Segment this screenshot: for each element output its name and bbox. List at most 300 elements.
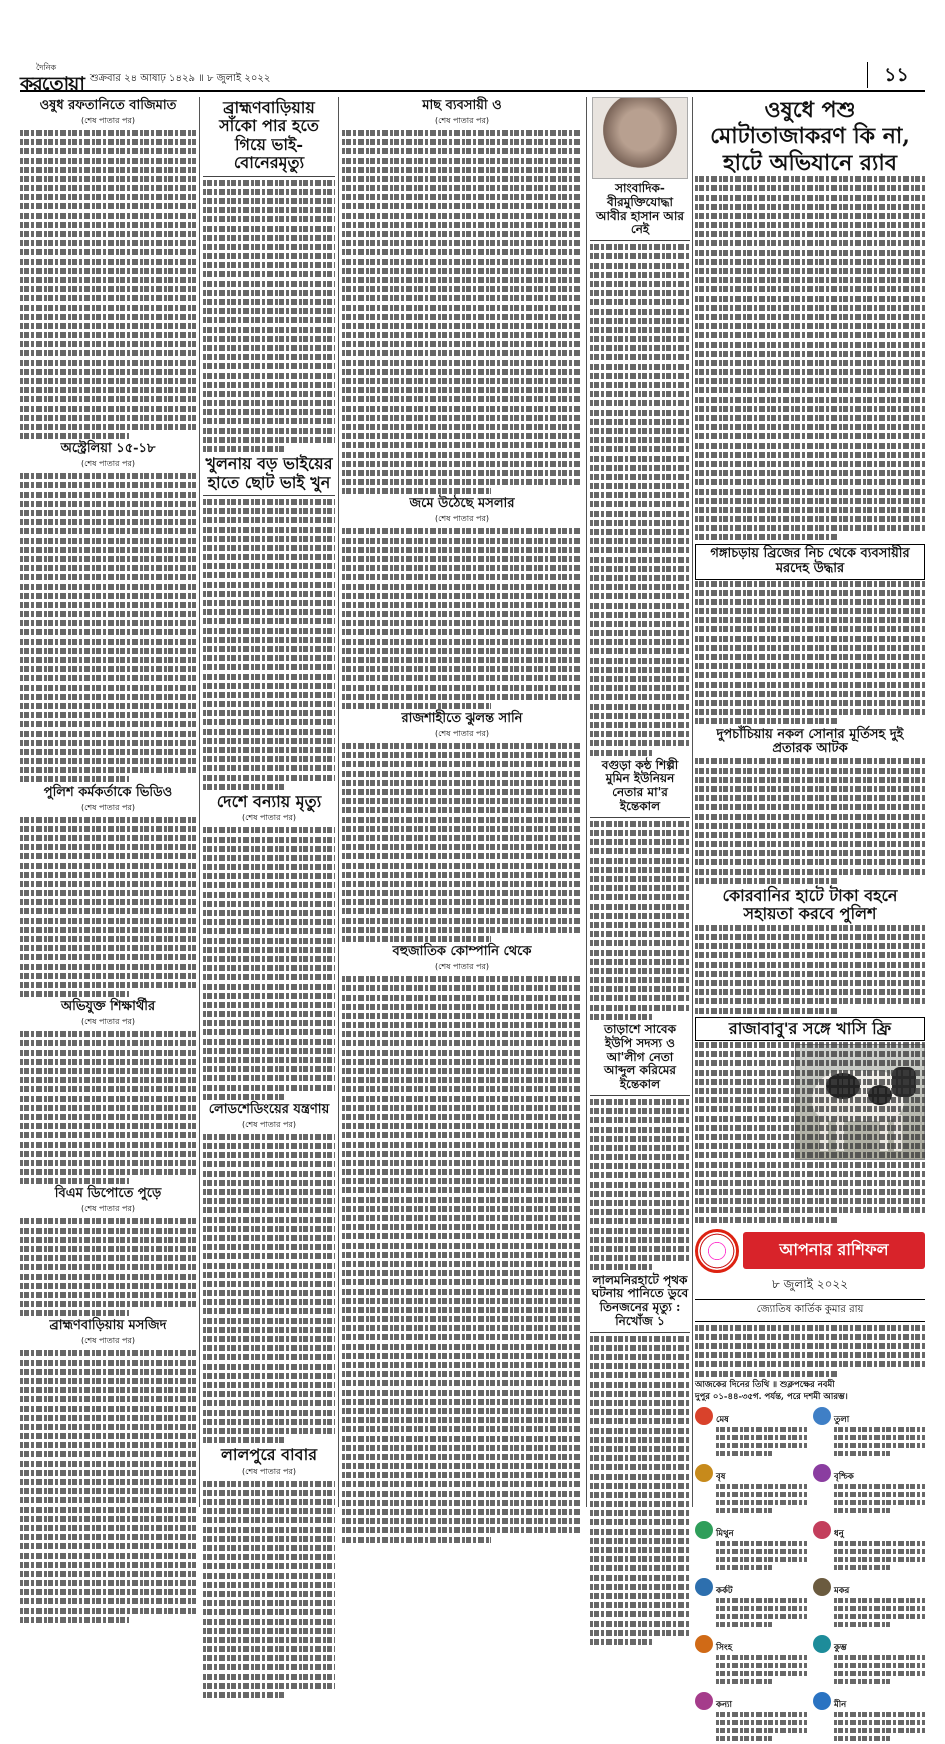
text-line xyxy=(203,738,335,744)
text-line xyxy=(342,452,582,458)
text-line xyxy=(590,1492,690,1498)
text-line xyxy=(20,758,196,764)
text-line xyxy=(342,176,582,182)
text-line xyxy=(590,1127,690,1133)
text-line xyxy=(590,1163,690,1169)
text-line xyxy=(342,1197,582,1203)
text-line xyxy=(342,629,582,635)
text-line xyxy=(342,295,582,301)
text-line xyxy=(20,1114,196,1120)
text-line xyxy=(695,832,925,838)
text-line xyxy=(590,922,690,928)
text-line xyxy=(20,1525,196,1531)
zodiac-sign-icon xyxy=(695,1578,713,1596)
text-line xyxy=(695,1198,925,1204)
text-line xyxy=(695,415,925,421)
text-line xyxy=(20,433,129,439)
text-line xyxy=(590,419,690,425)
text-line xyxy=(695,360,925,366)
text-line xyxy=(203,1085,335,1091)
text-line xyxy=(695,617,925,623)
text-line xyxy=(590,1501,690,1507)
text-line xyxy=(590,1154,690,1160)
text-line xyxy=(695,204,925,210)
text-line xyxy=(203,965,335,971)
text-line xyxy=(695,195,925,201)
text-line xyxy=(20,1507,196,1513)
article-body xyxy=(695,1042,925,1223)
article-body xyxy=(590,1336,690,1645)
text-line xyxy=(695,240,925,246)
text-line xyxy=(590,428,690,434)
text-line xyxy=(203,418,335,424)
text-line xyxy=(590,1437,690,1443)
sign-name: সিংহ xyxy=(716,1643,733,1654)
zodiac-sign-icon xyxy=(695,1692,713,1710)
text-line xyxy=(695,682,925,688)
text-line xyxy=(20,936,196,942)
text-line xyxy=(203,701,335,707)
text-line xyxy=(695,231,925,237)
text-line xyxy=(590,529,690,535)
text-line xyxy=(203,409,335,415)
text-line xyxy=(590,839,690,845)
text-line xyxy=(203,1481,335,1487)
text-line xyxy=(20,721,196,727)
text-line xyxy=(716,1557,807,1562)
text-line xyxy=(590,1246,690,1252)
text-line xyxy=(20,185,196,191)
sign-name: কর্কট xyxy=(716,1586,733,1597)
article-headline: পুলিশ কর্মকর্তাকে ভিডিও xyxy=(43,784,173,800)
article-headline: গঙ্গাচড়ায় ব্রিজের নিচ থেকে ব্যবসায়ীর মরদেহ উদ্ধার xyxy=(695,544,925,580)
text-line xyxy=(590,253,690,259)
text-line xyxy=(203,554,335,560)
text-line xyxy=(203,591,335,597)
text-line xyxy=(716,1606,807,1611)
text-line xyxy=(834,1508,890,1513)
text-line xyxy=(695,1217,838,1223)
text-line xyxy=(590,1182,690,1188)
text-line xyxy=(342,1399,582,1405)
text-line xyxy=(590,676,690,682)
text-line xyxy=(203,1263,335,1269)
text-line xyxy=(203,345,335,351)
text-line xyxy=(695,1334,925,1340)
text-line xyxy=(590,327,690,333)
text-line xyxy=(695,1008,838,1014)
text-line xyxy=(203,1591,335,1597)
text-line xyxy=(590,318,690,324)
text-line xyxy=(834,1712,925,1717)
text-line xyxy=(590,1418,690,1424)
text-line xyxy=(590,1575,690,1581)
text-line xyxy=(203,1029,335,1035)
text-line xyxy=(203,1545,335,1551)
text-line xyxy=(342,1013,582,1019)
text-line xyxy=(20,1096,196,1102)
text-line xyxy=(203,1364,335,1370)
text-line xyxy=(342,648,582,654)
column-4 xyxy=(590,97,690,1507)
text-line xyxy=(20,1246,196,1252)
article-headline: ব্রাহ্মণবাড়িয়ায় সাঁকো পার হতে গিয়ে ভাই-বোনেরমৃত্যু xyxy=(219,98,319,173)
text-line xyxy=(342,185,582,191)
text-line xyxy=(20,675,196,681)
text-line xyxy=(695,1162,925,1168)
text-line xyxy=(203,1692,285,1698)
text-line xyxy=(342,593,582,599)
text-line xyxy=(342,1279,582,1285)
text-line xyxy=(695,213,925,219)
text-line xyxy=(342,1445,582,1451)
text-line xyxy=(203,437,335,443)
sign-text xyxy=(834,1692,925,1744)
text-line xyxy=(716,1492,807,1497)
text-line xyxy=(834,1679,890,1684)
text-line xyxy=(20,1497,196,1503)
article-headline: সাংবাদিক-বীরমুক্তিযোদ্ধা আবীর হাসান আর নেই xyxy=(595,181,685,237)
text-line xyxy=(203,517,335,523)
text-line xyxy=(203,837,335,843)
text-line xyxy=(590,446,690,452)
text-line xyxy=(20,973,196,979)
continuation-note: (শেষ পাতার পর) xyxy=(241,1119,297,1129)
text-line xyxy=(20,369,196,375)
text-line xyxy=(716,1712,807,1717)
text-line xyxy=(203,1437,285,1443)
text-line xyxy=(342,1096,582,1102)
text-line xyxy=(716,1655,807,1660)
text-line xyxy=(342,547,582,553)
text-line xyxy=(203,1207,335,1213)
text-line xyxy=(342,863,582,869)
text-line xyxy=(834,1614,925,1619)
text-line xyxy=(203,910,335,916)
text-line xyxy=(20,1360,196,1366)
text-line xyxy=(20,1292,196,1298)
text-line xyxy=(695,1207,925,1213)
text-line xyxy=(20,482,196,488)
text-line xyxy=(20,1378,196,1384)
sign-text xyxy=(834,1464,925,1516)
text-line xyxy=(203,1308,335,1314)
text-line xyxy=(695,406,925,412)
text-line xyxy=(590,1519,690,1525)
text-line xyxy=(20,1068,196,1074)
text-line xyxy=(203,1354,335,1360)
text-line xyxy=(20,350,196,356)
text-line xyxy=(590,557,690,563)
article-headline: লালপুরে বাবার xyxy=(220,1445,318,1465)
sign-text xyxy=(716,1464,807,1516)
text-line xyxy=(203,1536,335,1542)
text-line xyxy=(203,244,335,250)
text-line xyxy=(20,703,196,709)
column-divider xyxy=(199,97,200,1507)
text-line xyxy=(20,295,196,301)
text-line xyxy=(20,776,129,782)
text-line xyxy=(695,1325,925,1331)
text-line xyxy=(695,795,925,801)
text-line xyxy=(590,1529,690,1535)
text-line xyxy=(203,729,335,735)
text-line xyxy=(203,928,335,934)
text-line xyxy=(20,1571,196,1577)
text-line xyxy=(342,1500,582,1506)
lead-headline: ওষুধে পশু মোটাতাজাকরণ কি না, হাটে অভিযানে র‍্যাব xyxy=(710,97,910,176)
text-line xyxy=(203,846,335,852)
text-line xyxy=(590,437,690,443)
text-line xyxy=(20,1424,196,1430)
horoscope-title: আপনার রাশিফল xyxy=(743,1232,925,1269)
text-line xyxy=(590,309,690,315)
text-line xyxy=(716,1565,772,1570)
text-line xyxy=(342,332,582,338)
text-line xyxy=(203,600,335,606)
text-line xyxy=(20,853,196,859)
text-line xyxy=(20,826,196,832)
text-line xyxy=(203,901,335,907)
text-line xyxy=(203,391,335,397)
article-body xyxy=(695,176,925,540)
text-line xyxy=(342,1086,582,1092)
text-line xyxy=(20,1178,129,1184)
text-line xyxy=(834,1557,925,1562)
text-line xyxy=(203,1198,335,1204)
text-line xyxy=(695,1352,925,1358)
text-line xyxy=(20,387,196,393)
text-line xyxy=(590,1455,690,1461)
text-line xyxy=(695,971,925,977)
text-line xyxy=(342,694,582,700)
text-line xyxy=(203,226,335,232)
horoscope-sign xyxy=(813,1635,925,1687)
text-line xyxy=(203,1508,335,1514)
text-line xyxy=(20,1396,196,1402)
text-line xyxy=(20,1132,196,1138)
text-line xyxy=(20,1387,196,1393)
text-line xyxy=(590,373,690,379)
text-line xyxy=(590,1593,690,1599)
text-line xyxy=(590,950,690,956)
text-line xyxy=(342,249,582,255)
logo-small-text: দৈনিক xyxy=(36,63,57,72)
text-line xyxy=(203,336,335,342)
text-line xyxy=(20,1553,196,1559)
text-line xyxy=(20,584,196,590)
article-headline: ওষুধ রফতানিতে বাজিমাত xyxy=(39,98,177,113)
text-line xyxy=(203,1134,335,1140)
text-line xyxy=(20,1301,196,1307)
text-line xyxy=(590,867,690,873)
text-line xyxy=(342,1426,582,1432)
text-line xyxy=(342,1022,582,1028)
text-line xyxy=(695,934,925,940)
sign-text xyxy=(834,1521,925,1573)
text-line xyxy=(20,148,196,154)
text-line xyxy=(590,345,690,351)
text-line xyxy=(695,286,925,292)
text-line xyxy=(342,789,582,795)
text-line xyxy=(716,1728,807,1733)
text-line xyxy=(20,1142,196,1148)
text-line xyxy=(203,299,335,305)
text-line xyxy=(342,277,582,283)
text-line xyxy=(342,167,582,173)
text-line xyxy=(695,777,925,783)
text-line xyxy=(20,231,196,237)
text-line xyxy=(203,1020,335,1026)
text-line xyxy=(695,1060,925,1066)
continuation-note: (শেষ পাতার পর) xyxy=(80,459,136,469)
text-line xyxy=(590,1228,690,1234)
text-line xyxy=(590,1099,690,1105)
text-line xyxy=(20,547,196,553)
text-line xyxy=(716,1443,807,1448)
text-line xyxy=(342,406,582,412)
text-line xyxy=(203,882,335,888)
text-line xyxy=(695,599,925,605)
article-body xyxy=(203,1481,335,1698)
continuation-note: (শেষ পাতার পর) xyxy=(80,802,136,812)
text-line xyxy=(20,1077,196,1083)
zodiac-sign-icon xyxy=(695,1407,713,1425)
text-line xyxy=(590,456,690,462)
text-line xyxy=(590,658,690,664)
text-line xyxy=(342,666,582,672)
text-line xyxy=(203,956,335,962)
text-line xyxy=(20,194,196,200)
text-line xyxy=(342,158,582,164)
text-line xyxy=(20,565,196,571)
horoscope-sign xyxy=(695,1407,807,1459)
text-line xyxy=(590,299,690,305)
text-line xyxy=(342,213,582,219)
text-line xyxy=(590,1639,652,1645)
text-line xyxy=(695,758,925,764)
article-headline: ব্রাহ্মণবাড়িয়ায় মসজিদ xyxy=(49,1318,167,1334)
text-line xyxy=(342,1151,582,1157)
article-body xyxy=(590,244,690,755)
text-line xyxy=(20,927,196,933)
article-body xyxy=(203,827,335,1099)
text-line xyxy=(342,1114,582,1120)
text-line xyxy=(834,1443,925,1448)
text-line xyxy=(20,1562,196,1568)
article-body xyxy=(20,473,196,782)
text-line xyxy=(590,281,690,287)
text-line xyxy=(20,1237,196,1243)
text-line xyxy=(342,853,582,859)
text-line xyxy=(695,672,925,678)
continuation-note: (শেষ পাতার পর) xyxy=(241,813,297,823)
horoscope-time-line: দুপুর ০১-৪৪-৩৫গ. পর্যন্ত, পরে দশমী আরম্ভ। xyxy=(695,1392,848,1403)
horoscope-date: ৮ জুলাই ২০২২ xyxy=(771,1276,849,1291)
text-line xyxy=(203,1235,335,1241)
article-body xyxy=(590,1099,690,1270)
text-line xyxy=(20,685,196,691)
text-line xyxy=(590,612,690,618)
text-line xyxy=(203,747,335,753)
text-line xyxy=(20,249,196,255)
text-line xyxy=(590,904,690,910)
sign-text xyxy=(716,1578,807,1630)
article-body xyxy=(20,1031,196,1184)
text-line xyxy=(203,947,335,953)
text-line xyxy=(20,945,196,951)
text-line xyxy=(590,1556,690,1562)
text-line xyxy=(342,927,582,933)
text-line xyxy=(203,1554,335,1560)
text-line xyxy=(695,1189,925,1195)
article-body xyxy=(20,817,196,998)
text-line xyxy=(342,222,582,228)
text-line xyxy=(203,428,335,434)
text-line xyxy=(590,968,690,974)
sign-text xyxy=(716,1635,807,1687)
text-line xyxy=(203,1002,335,1008)
text-line xyxy=(203,189,335,195)
text-line xyxy=(203,446,285,452)
text-line xyxy=(342,826,582,832)
text-line xyxy=(590,1354,690,1360)
text-line xyxy=(342,1270,582,1276)
text-line xyxy=(590,713,690,719)
text-line xyxy=(590,575,690,581)
text-line xyxy=(203,1410,335,1416)
text-line xyxy=(20,1406,196,1412)
text-line xyxy=(342,1031,582,1037)
text-line xyxy=(20,222,196,228)
text-line xyxy=(20,510,196,516)
text-line xyxy=(203,993,335,999)
text-line xyxy=(342,360,582,366)
sign-name: মেষ xyxy=(716,1415,729,1426)
text-line xyxy=(590,410,690,416)
text-line xyxy=(695,636,925,642)
text-line xyxy=(695,841,925,847)
text-line xyxy=(203,855,335,861)
text-line xyxy=(20,406,196,412)
text-line xyxy=(695,718,838,724)
text-line xyxy=(834,1427,925,1432)
text-line xyxy=(342,369,582,375)
text-line xyxy=(342,771,582,777)
text-line xyxy=(695,489,925,495)
text-line xyxy=(716,1541,807,1546)
article-body xyxy=(20,1218,196,1316)
text-line xyxy=(342,286,582,292)
text-line xyxy=(342,470,582,476)
text-line xyxy=(695,943,925,949)
text-line xyxy=(695,691,925,697)
text-line xyxy=(203,1382,335,1388)
text-line xyxy=(20,611,196,617)
text-line xyxy=(203,683,335,689)
text-line xyxy=(203,262,335,268)
text-line xyxy=(695,1361,925,1367)
text-line xyxy=(203,563,335,569)
text-line xyxy=(695,1152,925,1158)
text-line xyxy=(342,1123,582,1129)
text-line xyxy=(695,925,925,931)
horoscope-day-line: আজকের দিনের তিথি ॥ শুক্লপক্ষের নবমী xyxy=(695,1379,835,1390)
text-line xyxy=(342,1344,582,1350)
text-line xyxy=(695,952,925,958)
text-line xyxy=(203,756,335,762)
text-line xyxy=(834,1720,925,1725)
